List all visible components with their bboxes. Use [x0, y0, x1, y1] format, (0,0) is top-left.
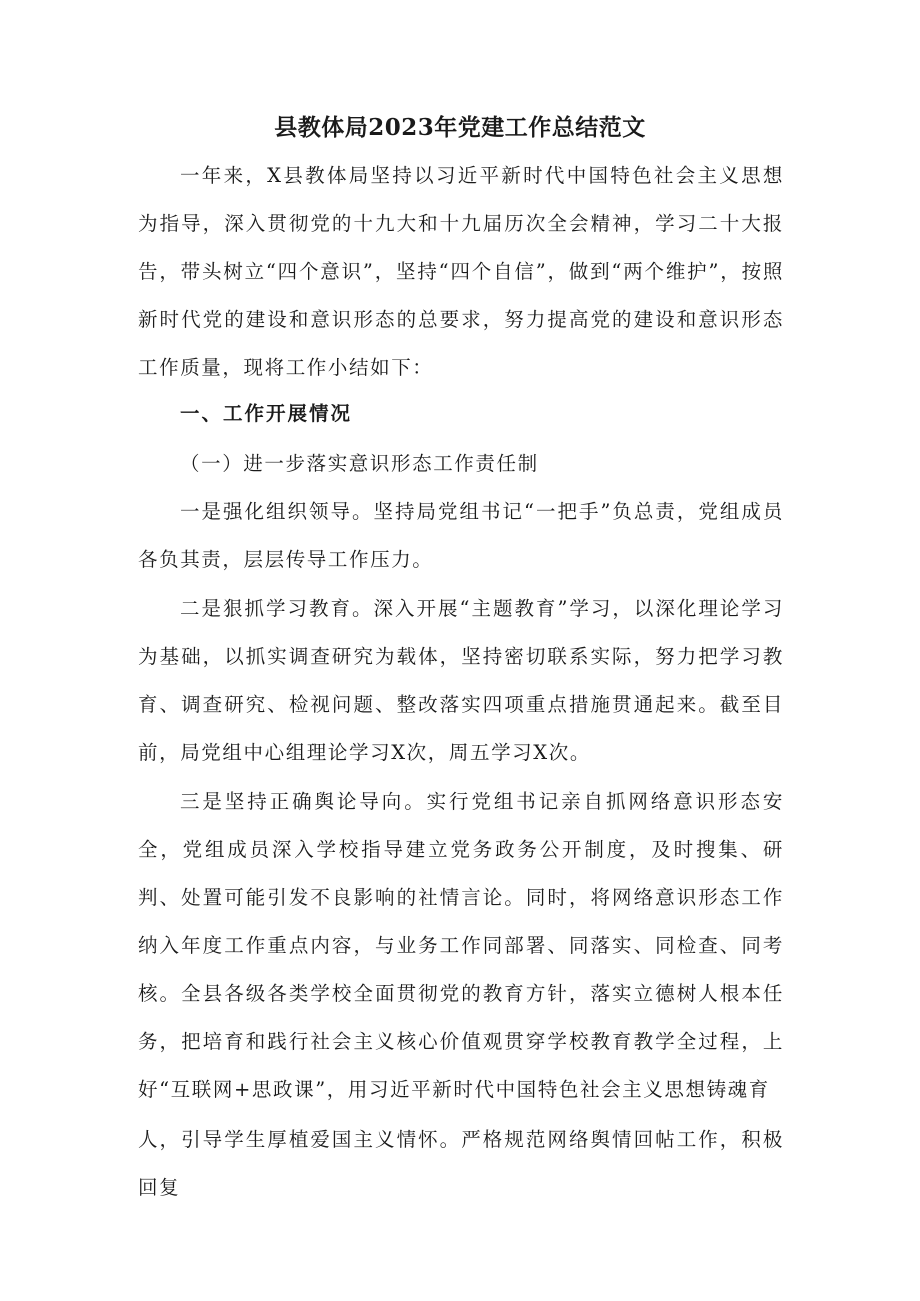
- subsection-heading-1: （一）进一步落实意识形态工作责任制: [180, 452, 539, 475]
- section-heading-1: 一、工作开展情况: [180, 402, 353, 425]
- paragraph-public-opinion: 三是坚持正确舆论导向。实行党组书记亲自抓网络意识形态安全，党组成员深入学校指导建立党务政务公开制度，及时搜集、研判、处置可能引发不良影响的社情言论。同时，将网络意识形态工作纳入年度工作重点内容，与业务工作同部署、同落实、同检查、同考核。全县各级各类学校全面贯彻党的教育方针，落实立德树人根本任务，把培育和践行社会主义核心价值观贯穿学校教育教学全过程，上好“互联网+思政课”，用习近平新时代中国特色社会主义思想铸魂育: [138, 790, 784, 1101]
- paragraph-organization: 一是强化组织领导。坚持局党组书记“一把手”负总责，党组成员各负其责，层层传导工作压力。: [138, 500, 784, 571]
- document-title: 县教体局2023年党建工作总结范文: [274, 114, 646, 141]
- intro-paragraph: 一年来，X县教体局坚持以习近平新时代中国特色社会主义思想为指导，深入贯彻党的十九大和十九届历次全会精神，学习二十大报告，带头树立“四个意识”，坚持“四个自信”，做到“两个维护”，按照新时代党的建设和意识形态的总要求，努力提高党的建设和意识形态工作质量，现将工作小结如下：: [138, 164, 784, 379]
- paragraph-continuation: 人，引导学生厚植爱国主义情怀。严格规范网络舆情回帖工作，积极回复: [138, 1128, 784, 1199]
- paragraph-study: 二是狠抓学习教育。深入开展“主题教育”学习，以深化理论学习为基础，以抓实调查研究为载体，坚持密切联系实际，努力把学习教育、调查研究、检视问题、整改落实四项重点措施贯通起来。截至目前，局党组中心组理论学习X次，周五学习X次。: [138, 597, 784, 764]
